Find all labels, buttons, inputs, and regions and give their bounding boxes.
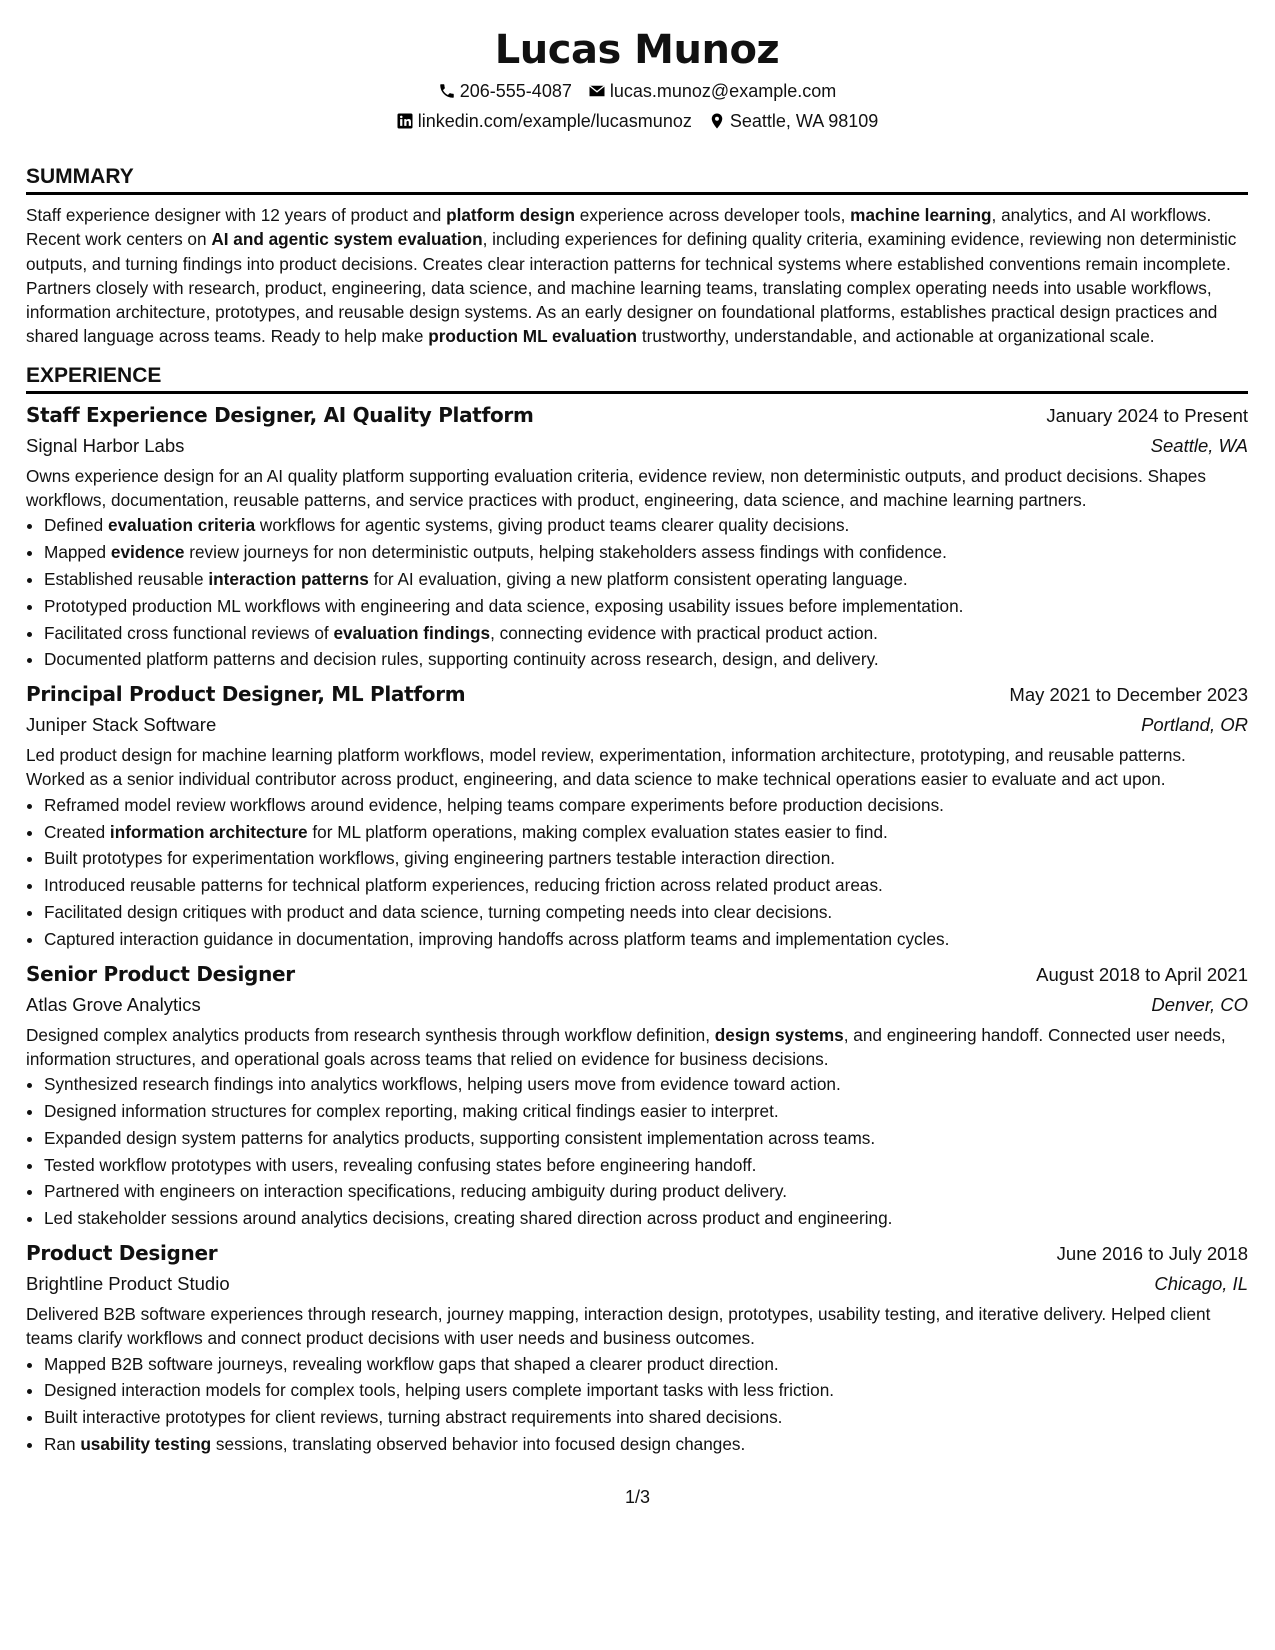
job-description: Delivered B2B software experiences through research, journey mapping, interaction design, prototypes, usability testing, and iterative delivery. Helped client teams clarify workflows and connect product decisions with user needs and business outcomes. <box>26 1303 1211 1349</box>
bullet-item: • Built prototypes for experimentation workflows, giving engineering partners testable interaction direction. <box>44 845 1248 872</box>
job-entry <box>26 1238 1248 1458</box>
bullet-item: • Tested workflow prototypes with users, revealing confusing states before engineering handoff. <box>44 1152 1248 1179</box>
linkedin-icon <box>396 112 414 130</box>
page-number: 1/3 <box>624 1487 651 1507</box>
bullet-item: • Mapped evidence review journeys for non deterministic outputs, helping stakeholders assess findings with confidence. <box>44 539 1248 566</box>
job-company: Atlas Grove Analytics <box>26 993 201 1015</box>
job-subheader <box>26 431 1248 460</box>
bullet-item: • Led stakeholder sessions around analytics decisions, creating shared direction across product and engineering. <box>44 1205 1248 1232</box>
bullet-item: • Captured interaction guidance in documentation, improving handoffs across platform teams and implementation cycles. <box>44 926 1248 953</box>
job-header <box>26 400 1248 431</box>
bullet-item: • Documented platform patterns and decision rules, supporting continuity across research, design, and delivery. <box>44 646 1248 673</box>
job-subheader <box>26 710 1248 739</box>
bullet-item: • Reframed model review workflows around evidence, helping teams compare experiments before production decisions. <box>44 792 1248 819</box>
job-dates: January 2024 to Present <box>1046 404 1248 426</box>
summary-text: Staff experience designer with 12 years of product and platform design experience across developer tools, machine learning, analytics, and AI workflows. Recent work centers on AI and agentic system evaluation, including experiences for defining quality criteria, examining evidence, reviewing non deterministic outputs, and turning findings into product decisions. Creates clear interaction patterns for technical systems where established conventions remain incomplete. Partners closely with research, product, engineering, data science, and machine learning teams, translating complex operating needs into usable workflows, information architecture, prototypes, and reusable design systems. As an early designer on foundational platforms, establishes practical design practices and shared language across teams. Ready to help make production ML evaluation trustworthy, understandable, and actionable at organizational scale. <box>26 205 1237 347</box>
job-subheader <box>26 1269 1248 1298</box>
job-bullets <box>26 512 1248 673</box>
job-company: Signal Harbor Labs <box>26 434 185 456</box>
job-location: Seattle, WA <box>1150 434 1248 456</box>
contact-line-2 <box>26 106 1248 136</box>
experience-heading: EXPERIENCE <box>26 363 1248 394</box>
job-title: Product Designer <box>26 1240 218 1265</box>
job-location: Portland, OR <box>1141 714 1248 736</box>
bullet-item: • Created information architecture for ML platform operations, making complex evaluation states easier to find. <box>44 819 1248 846</box>
job-entry <box>26 400 1248 673</box>
job-company: Brightline Product Studio <box>26 1272 230 1294</box>
bullet-item: • Expanded design system patterns for analytics products, supporting consistent implementation across teams. <box>44 1125 1248 1152</box>
job-bullets <box>26 792 1248 953</box>
bullet-item: • Synthesized research findings into analytics workflows, helping users move from evidence toward action. <box>44 1071 1248 1098</box>
bullet-item: • Ran usability testing sessions, translating observed behavior into focused design changes. <box>44 1431 1248 1458</box>
map-pin-icon <box>708 112 726 130</box>
job-company: Juniper Stack Software <box>26 714 217 736</box>
job-title: Principal Product Designer, ML Platform <box>26 682 466 707</box>
email-contact[interactable] <box>588 76 836 106</box>
bullet-item: • Mapped B2B software journeys, revealing workflow gaps that shaped a clearer product direction. <box>44 1351 1248 1378</box>
job-description: Owns experience design for an AI quality platform supporting evaluation criteria, evidence review, non deterministic outputs, and product decisions. Shapes workflows, documentation, reusable patterns, and service practices with product, engineering, data science, and machine learning partners. <box>26 465 1206 511</box>
job-header <box>26 1238 1248 1269</box>
location-contact <box>708 106 878 136</box>
job-subheader <box>26 990 1248 1019</box>
phone-icon <box>438 82 456 100</box>
job-description: Led product design for machine learning platform workflows, model review, experimentation, information architecture, prototyping, and reusable patterns. Worked as a senior individual contributor across product, engineering, and data science to make technical operations easier to evaluate and act upon. <box>26 745 1186 790</box>
job-header <box>26 959 1248 990</box>
envelope-icon <box>588 82 606 100</box>
job-bullets <box>26 1071 1248 1232</box>
linkedin-contact[interactable] <box>396 106 692 136</box>
bullet-item: • Facilitated cross functional reviews of evaluation findings, connecting evidence with practical product action. <box>44 620 1248 647</box>
contact-line-1 <box>26 76 1248 106</box>
location-text: Seattle, WA 98109 <box>729 111 879 131</box>
resume-page <box>26 0 1248 1650</box>
job-title: Senior Product Designer <box>26 961 295 986</box>
bullet-item: • Defined evaluation criteria workflows for agentic systems, giving product teams clearer quality decisions. <box>44 512 1248 539</box>
bullet-item: • Designed interaction models for complex tools, helping users complete important tasks with less friction. <box>44 1377 1248 1404</box>
bullet-item: • Designed information structures for complex reporting, making critical findings easier to interpret. <box>44 1098 1248 1125</box>
bullet-item: • Built interactive prototypes for client reviews, turning abstract requirements into shared decisions. <box>44 1404 1248 1431</box>
job-dates: August 2018 to April 2021 <box>1036 963 1248 985</box>
job-title: Staff Experience Designer, AI Quality Platform <box>26 402 534 427</box>
job-dates: May 2021 to December 2023 <box>1009 684 1248 706</box>
linkedin-text: linkedin.com/example/lucasmunoz <box>417 111 692 131</box>
bullet-item: • Established reusable interaction patterns for AI evaluation, giving a new platform consistent operating language. <box>44 566 1248 593</box>
phone-text: 206-555-4087 <box>459 81 572 101</box>
bullet-item: • Introduced reusable patterns for technical platform experiences, reducing friction across related product areas. <box>44 872 1248 899</box>
experience-list <box>26 400 1248 1458</box>
job-dates: June 2016 to July 2018 <box>1056 1242 1248 1264</box>
job-entry <box>26 959 1248 1232</box>
job-bullets <box>26 1351 1248 1458</box>
job-entry <box>26 679 1248 952</box>
summary-heading: SUMMARY <box>26 164 1248 195</box>
bullet-item: • Prototyped production ML workflows with engineering and data science, exposing usability issues before implementation. <box>44 593 1248 620</box>
candidate-name: Lucas Munoz <box>494 27 780 73</box>
email-text: lucas.munoz@example.com <box>609 81 837 101</box>
bullet-item: • Facilitated design critiques with product and data science, turning competing needs into clear decisions. <box>44 899 1248 926</box>
job-description: Designed complex analytics products from research synthesis through workflow definition, design systems, and engineering handoff. Connected user needs, information structures, and operational goals across teams that relied on evidence for business decisions. <box>26 1024 1226 1069</box>
phone-contact[interactable] <box>438 76 572 106</box>
bullet-item: • Partnered with engineers on interaction specifications, reducing ambiguity during product delivery. <box>44 1178 1248 1205</box>
job-header <box>26 679 1248 710</box>
job-location: Denver, CO <box>1151 993 1248 1015</box>
job-location: Chicago, IL <box>1154 1272 1248 1294</box>
